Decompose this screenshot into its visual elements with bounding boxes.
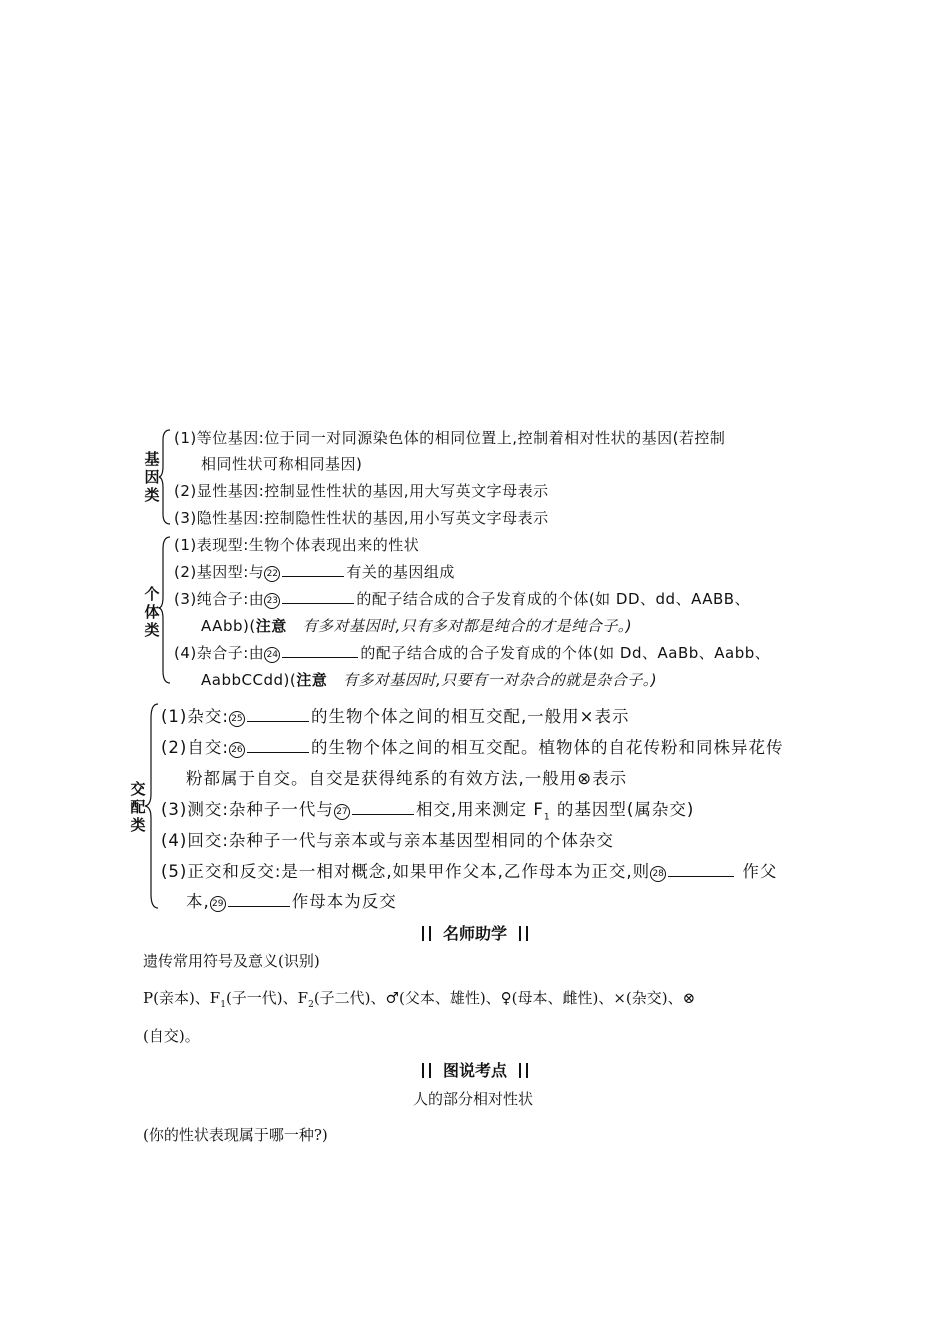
blank-number-25: 25 <box>229 711 245 727</box>
symbols-title: 遗传常用符号及意义(识别) <box>143 952 320 970</box>
symbols-list: P(亲本)、$F_1$(子一代)、$F_2$(子二代)、♂(父本、雄性)、♀(母本、雌性)、×(杂交)、⊗ <box>143 989 696 1010</box>
answer-blank-23[interactable] <box>282 602 354 604</box>
gene-group-brace <box>158 428 172 526</box>
heading-bar-left <box>422 926 431 941</box>
blank-number-22: 22 <box>264 566 280 582</box>
individual-line-4: AAbb)(注意 有多对基因时,只有多对都是纯合的才是纯合子。) <box>201 617 633 635</box>
gene-line-3: (2)显性基因:控制显性性状的基因,用大写英文字母表示 <box>174 482 549 500</box>
answer-blank-27[interactable] <box>352 813 414 815</box>
answer-blank-29[interactable] <box>228 905 290 907</box>
answer-blank-22[interactable] <box>282 575 344 577</box>
mating-line-4: (3)测交:杂种子一代与 27 相交,用来测定 $F_1$ 的基因型(属杂交) <box>161 800 695 823</box>
note-label: 注意 <box>296 671 328 689</box>
figure-caption: 人的部分相对性状 <box>413 1090 534 1108</box>
gene-group-label: 基因类 <box>144 450 160 504</box>
mating-line-2: (2)自交: 26 的生物个体之间的相互交配。植物体的自花传粉和同株异花传 <box>161 738 784 757</box>
mating-group-brace <box>144 702 160 910</box>
blank-number-28: 28 <box>650 866 666 882</box>
answer-blank-25[interactable] <box>247 720 309 722</box>
gene-line-1: (1)等位基因:位于同一对同源染色体的相同位置上,控制着相对性状的基因(若控制 <box>174 429 726 447</box>
individual-group-label: 个体类 <box>144 585 160 639</box>
individual-line-2: (2)基因型:与 22 有关的基因组成 <box>174 563 455 581</box>
mating-line-5: (4)回交:杂种子一代与亲本或与亲本基因型相同的个体杂交 <box>161 831 614 850</box>
section-heading-tips: 名师助学 <box>410 921 540 944</box>
note-label: 注意 <box>255 617 287 635</box>
mating-line-3: 粉都属于自交。自交是获得纯系的有效方法,一般用⊗表示 <box>186 769 628 788</box>
symbols-list-end: (自交)。 <box>143 1027 200 1045</box>
heading-bar-left <box>422 1063 431 1078</box>
individual-line-1: (1)表现型:生物个体表现出来的性状 <box>174 536 420 554</box>
individual-line-5: (4)杂合子:由 24 的配子结合成的合子发育成的个体(如 Dd、AaBb、Aabb、 <box>174 644 771 662</box>
mating-line-7: 本, 29 作母本为反交 <box>186 892 397 911</box>
blank-number-29: 29 <box>210 896 226 912</box>
figure-question: (你的性状表现属于哪一种?) <box>143 1126 328 1144</box>
gene-line-4: (3)隐性基因:控制隐性性状的基因,用小写英文字母表示 <box>174 509 549 527</box>
blank-number-24: 24 <box>264 647 280 663</box>
blank-number-26: 26 <box>229 742 245 758</box>
heading-bar-right <box>519 926 528 941</box>
answer-blank-24[interactable] <box>282 656 358 658</box>
blank-number-23: 23 <box>264 593 280 609</box>
individual-line-6: AabbCCdd)(注意 有多对基因时,只要有一对杂合的就是杂合子。) <box>201 671 658 689</box>
mating-group-label: 交配类 <box>130 780 146 834</box>
heading-bar-right <box>519 1063 528 1078</box>
section-heading-figure: 图说考点 <box>410 1058 540 1081</box>
answer-blank-26[interactable] <box>247 751 309 753</box>
mating-line-6: (5)正交和反交:是一相对概念,如果甲作父本,乙作母本为正交,则 28 作父 <box>161 862 778 881</box>
individual-line-3: (3)纯合子:由 23 的配子结合成的合子发育成的个体(如 DD、dd、AABB、 <box>174 590 751 608</box>
gene-line-2: 相同性状可称相同基因) <box>201 455 363 473</box>
answer-blank-28[interactable] <box>668 875 734 877</box>
mating-line-1: (1)杂交: 25 的生物个体之间的相互交配,一般用×表示 <box>161 707 630 726</box>
blank-number-27: 27 <box>334 804 350 820</box>
individual-group-brace <box>158 535 172 685</box>
